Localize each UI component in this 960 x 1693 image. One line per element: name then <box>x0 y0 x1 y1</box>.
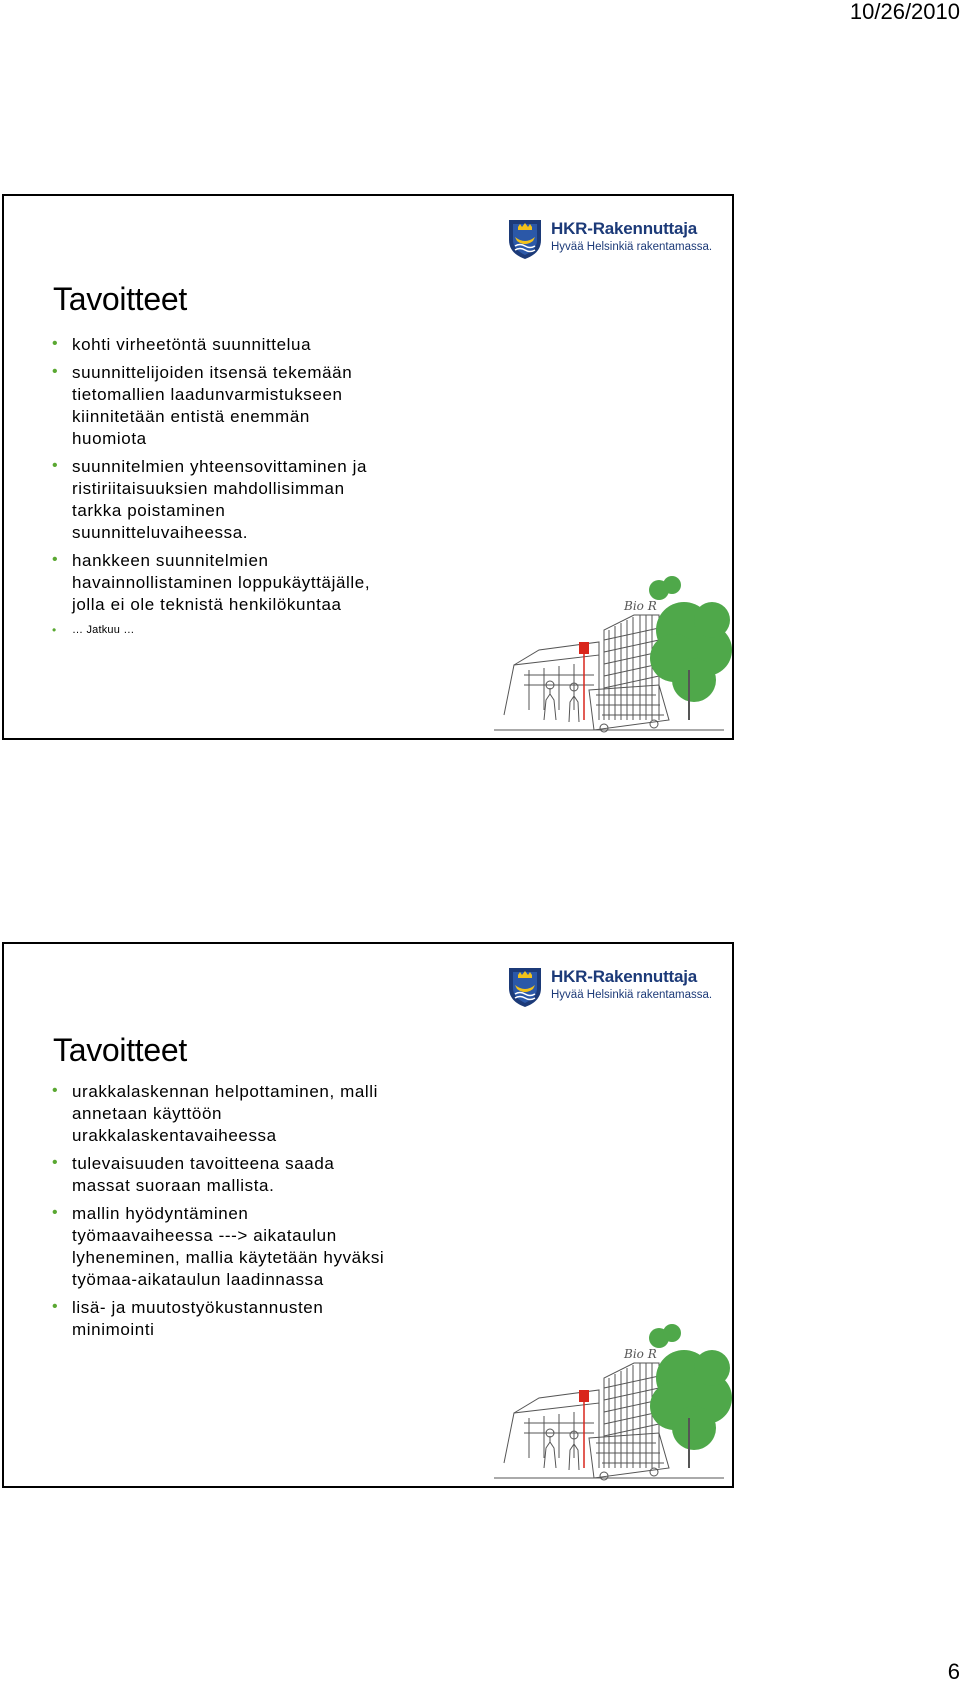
bullet-item: • tulevaisuuden tavoitteena saada massat suoraan mallista. <box>52 1153 472 1197</box>
logo-tagline: Hyvää Helsinkiä rakentamassa. <box>551 241 713 253</box>
bullet-item: • lisä- ja muutostyökustannusten minimointi <box>52 1297 472 1341</box>
page-date: 10/26/2010 <box>849 0 960 24</box>
logo-name: HKR-Rakennuttaja <box>551 219 698 238</box>
hkr-logo <box>507 218 713 260</box>
slide-1 <box>2 194 734 740</box>
logo-tagline: Hyvää Helsinkiä rakentamassa. <box>551 989 713 1001</box>
slide-title: Tavoitteet <box>53 1032 187 1068</box>
svg-text:Bio R: Bio R <box>624 1347 657 1361</box>
slide-title: Tavoitteet <box>53 281 187 317</box>
svg-text:Bio R: Bio R <box>624 599 657 613</box>
bullet-item: • suunnittelijoiden itsensä tekemään tietomallien laadunvarmistukseen kiinnitetään entistä enemmän huomiota <box>52 362 452 450</box>
slide-2 <box>2 942 734 1488</box>
logo-name: HKR-Rakennuttaja <box>551 967 698 986</box>
city-sketch-illustration <box>484 1318 732 1486</box>
bullet-list <box>52 1081 472 1347</box>
helsinki-crest-icon <box>507 966 543 1008</box>
bullet-item: • hankkeen suunnitelmien havainnollistaminen loppukäyttäjälle, jolla ei ole teknistä henkilökuntaa <box>52 550 452 616</box>
bullet-item: • mallin hyödyntäminen työmaavaiheessa ---> aikataulun lyheneminen, mallia käytetään hyväksi työmaa-aikataulun laadinnassa <box>52 1203 472 1291</box>
hkr-logo <box>507 966 713 1008</box>
bullet-item: • urakkalaskennan helpottaminen, malli annetaan käyttöön urakkalaskentavaiheessa <box>52 1081 472 1147</box>
city-sketch-illustration <box>484 570 732 738</box>
bullet-list <box>52 334 452 644</box>
bullet-item-continues: • … Jatkuu … <box>52 622 452 638</box>
bullet-item: • kohti virheetöntä suunnittelua <box>52 334 452 356</box>
bullet-item: • suunnitelmien yhteensovittaminen ja ristiriitaisuuksien mahdollisimman tarkka poistaminen suunnitteluvaiheessa. <box>52 456 452 544</box>
helsinki-crest-icon <box>507 218 543 260</box>
page-number: 6 <box>947 1659 960 1684</box>
